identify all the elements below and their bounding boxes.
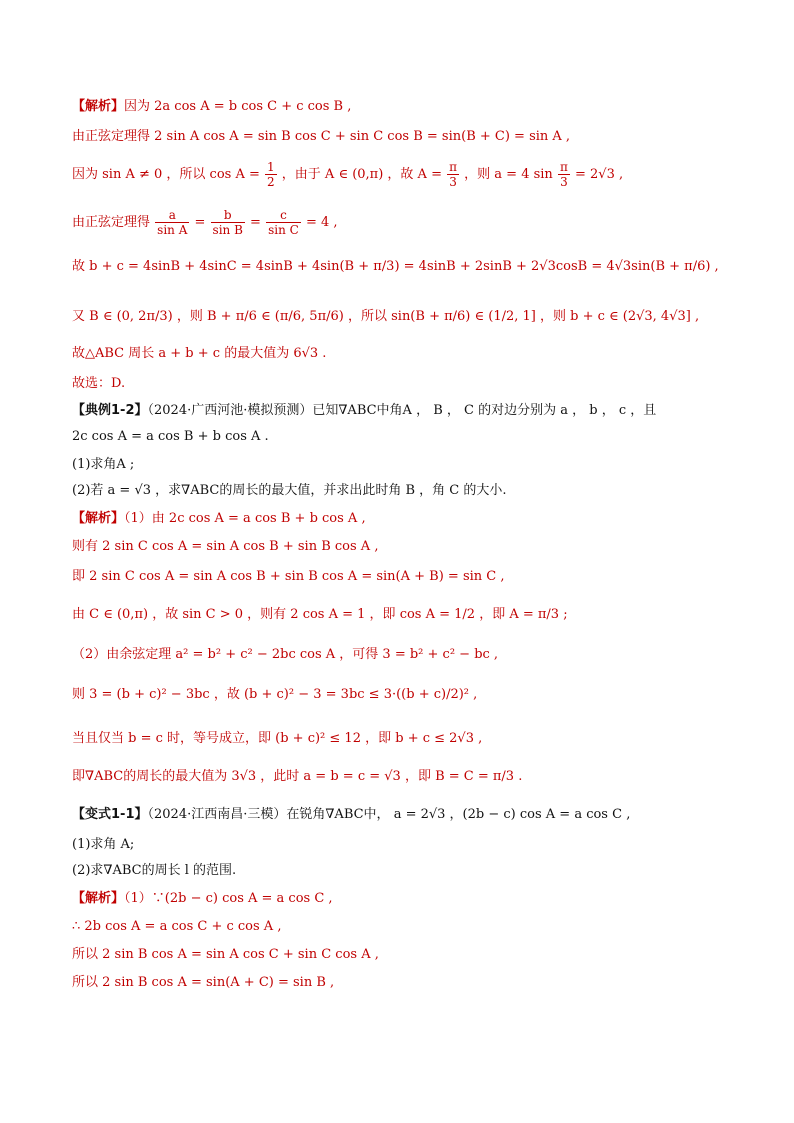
variant-heading: 【变式1-1】（2024·江西南昌·三模）在锐角∇ABC中， a = 2√3 ，(2b − c) cos A = a cos C , xyxy=(72,807,631,822)
solution-text: 因为 2a cos A = b cos C + c cos B , xyxy=(124,99,352,114)
problem-part: (2)求∇ABC的周长 l 的范围. xyxy=(72,863,237,878)
solution-line: 由 C ∈ (0,π) ，故 sin C > 0 ，则有 2 cos A = 1 ，即 cos A = 1/2 ，即 A = π/3 ; xyxy=(72,607,568,622)
problem-part: (1)求角A ; xyxy=(72,457,135,472)
problem-part: (2)若 a = √3 ，求∇ABC的周长的最大值，并求出此时角 B ，角 C 的大小. xyxy=(72,483,507,498)
fraction: $\frac{c}{\text{sin C}}$ xyxy=(268,208,299,237)
solution-line: 所以 2 sin B cos A = sin A cos C + sin C cos A , xyxy=(72,947,379,962)
solution-line: ∴ 2b cos A = a cos C + c cos A , xyxy=(72,919,282,934)
solution-line: 当且仅当 b = c 时，等号成立，即 (b + c)² ≤ 12 ，即 b + c ≤ 2√3 , xyxy=(72,731,483,746)
answer-line: 故选：D. xyxy=(72,376,126,391)
analysis-tag: 【解析】 xyxy=(72,511,125,526)
example-heading: 【典例1-2】（2024·广西河池·模拟预测）已知∇ABC中角A ， B ， C 的对边分别为 a ， b ， c ，且 xyxy=(72,403,657,418)
fraction: $\frac{b}{\text{sin B}}$ xyxy=(212,208,243,237)
solution-line: 因为 sin A ≠ 0 ，所以 cos A = $\frac{1}{2}$ ，由于 A ∈ (0,π) ，故 A = $\frac{\pi}{3}$ ，则 a = 4 sin $\frac{\pi}{3}$ = 2√3 , xyxy=(72,160,624,189)
solution-line: （2）由余弦定理 a² = b² + c² − 2bc cos A ，可得 3 = b² + c² − bc , xyxy=(72,647,499,662)
solution-line: 则有 2 sin C cos A = sin A cos B + sin B cos A , xyxy=(72,539,379,554)
solution-intro xyxy=(72,98,754,116)
solution-intro: 【解析】（1）∵(2b − c) cos A = a cos C , xyxy=(72,891,333,906)
problem-part: (1)求角 A; xyxy=(72,837,135,852)
fraction: $\frac{1}{2}$ xyxy=(267,160,275,189)
solution-line: 故 b + c = 4sinB + 4sinC = 4sinB + 4sin(B + π/3) = 4sinB + 2sinB + 2√3cosB = 4√3sin(B + π/6) , xyxy=(72,259,719,274)
example-tag: 【典例1-2】 xyxy=(72,403,148,418)
solution-line: 故△ABC 周长 a + b + c 的最大值为 6√3 . xyxy=(72,346,327,361)
fraction: $\frac{a}{\text{sin A}}$ xyxy=(157,208,188,237)
problem-line: 2c cos A = a cos B + b cos A . xyxy=(72,429,269,444)
solution-line: 即 2 sin C cos A = sin A cos B + sin B cos A = sin(A + B) = sin C , xyxy=(72,569,505,584)
fraction: $\frac{\pi}{3}$ xyxy=(559,160,568,189)
analysis-tag: 【解析】 xyxy=(72,99,125,114)
analysis-tag: 【解析】 xyxy=(72,891,125,906)
solution-intro: 【解析】（1）由 2c cos A = a cos B + b cos A , xyxy=(72,511,366,526)
solution-line: 则 3 = (b + c)² − 3bc ，故 (b + c)² − 3 = 3bc ≤ 3·((b + c)/2)² , xyxy=(72,687,478,702)
solution-line: 所以 2 sin B cos A = sin(A + C) = sin B , xyxy=(72,975,335,990)
solution-line: 即∇ABC的周长的最大值为 3√3 ，此时 a = b = c = √3 ，即 B = C = π/3 . xyxy=(72,769,523,784)
solution-line: 又 B ∈ (0, 2π/3) ，则 B + π/6 ∈ (π/6, 5π/6) ，所以 sin(B + π/6) ∈ (1/2, 1] ，则 b + c ∈ (2√3, 4√3] , xyxy=(72,309,700,324)
variant-tag: 【变式1-1】 xyxy=(72,807,148,822)
fraction: $\frac{\pi}{3}$ xyxy=(449,160,458,189)
solution-line: 由正弦定理得 $\frac{a}{\text{sin A}}$ = $\frac{b}{\text{sin B}}$ = $\frac{c}{\text{sin C}}$ = 4 , xyxy=(72,208,338,237)
solution-line: 由正弦定理得 2 sin A cos A = sin B cos C + sin C cos B = sin(B + C) = sin A , xyxy=(72,129,571,144)
